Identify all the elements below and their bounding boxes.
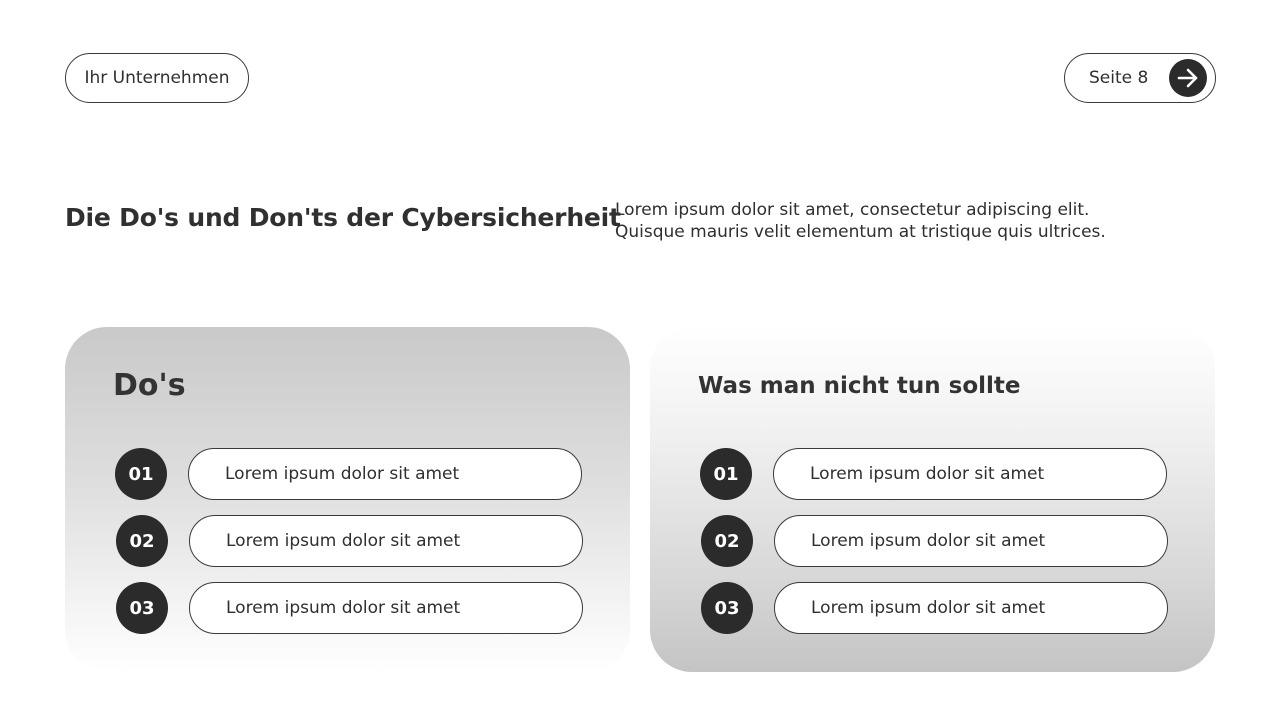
dos-item — [115, 448, 582, 500]
donts-item — [701, 582, 1168, 634]
item-text-pill: Lorem ipsum dolor sit amet — [773, 448, 1167, 500]
item-number-badge: 03 — [116, 582, 168, 634]
page-pill[interactable] — [1064, 53, 1216, 103]
dos-card — [65, 327, 630, 672]
item-number-badge: 02 — [701, 515, 753, 567]
dos-item — [116, 515, 583, 567]
dos-item — [116, 582, 583, 634]
item-text-pill: Lorem ipsum dolor sit amet — [188, 448, 582, 500]
donts-item — [700, 448, 1167, 500]
item-number-badge: 01 — [115, 448, 167, 500]
intro-text-line-2: Quisque mauris velit elementum at tristique quis ultrices. — [615, 222, 1106, 242]
item-text-pill: Lorem ipsum dolor sit amet — [189, 582, 583, 634]
intro-text — [615, 199, 1175, 243]
arrow-right-icon[interactable] — [1169, 59, 1207, 97]
company-label: Ihr Unternehmen — [84, 68, 230, 88]
donts-card — [650, 327, 1215, 672]
item-text-pill: Lorem ipsum dolor sit amet — [774, 582, 1168, 634]
intro-text-line-1: Lorem ipsum dolor sit amet, consectetur adipiscing elit. — [615, 200, 1090, 220]
dos-title: Do's — [113, 368, 186, 403]
item-text-pill: Lorem ipsum dolor sit amet — [774, 515, 1168, 567]
donts-title: Was man nicht tun sollte — [698, 373, 1021, 399]
page-label: Seite 8 — [1089, 68, 1149, 88]
donts-item — [701, 515, 1168, 567]
item-number-badge: 03 — [701, 582, 753, 634]
item-number-badge: 01 — [700, 448, 752, 500]
item-number-badge: 02 — [116, 515, 168, 567]
item-text-pill: Lorem ipsum dolor sit amet — [189, 515, 583, 567]
page-title: Die Do's und Don'ts der Cybersicherheit — [65, 203, 621, 232]
company-pill[interactable] — [65, 53, 249, 103]
